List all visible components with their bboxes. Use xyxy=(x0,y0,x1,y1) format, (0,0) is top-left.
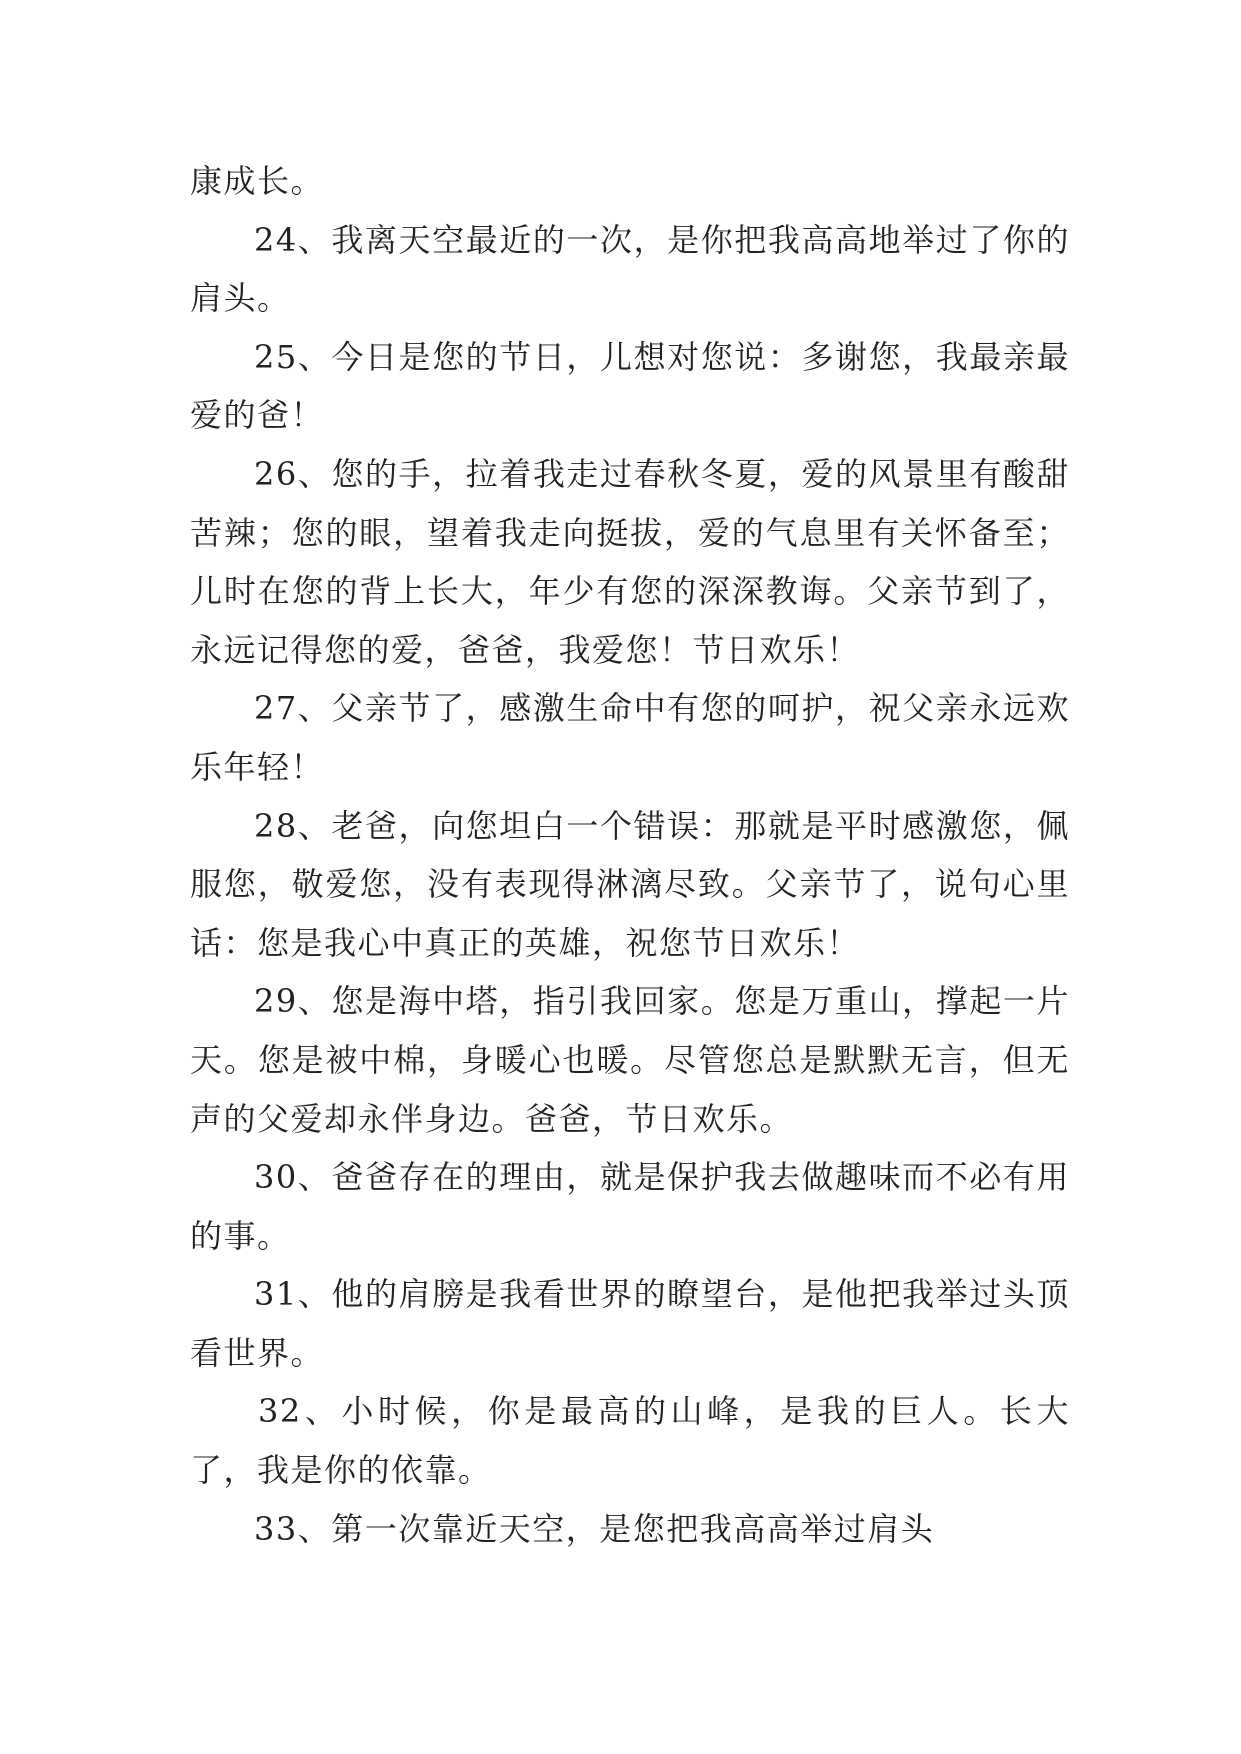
paragraph-24: 24、我离天空最近的一次，是你把我高高地举过了你的肩头。 xyxy=(190,220,1070,318)
paragraph-25: 25、今日是您的节日，儿想对您说：多谢您，我最亲最爱的爸！ xyxy=(190,337,1070,435)
paragraph-23-continuation: 康成长。 xyxy=(190,162,325,200)
paragraph-32: 32、小时候，你是最高的山峰，是我的巨人。长大了，我是你的依靠。 xyxy=(190,1392,1070,1490)
paragraph-31: 31、他的肩膀是我看世界的瞭望台，是他把我举过头顶看世界。 xyxy=(190,1275,1070,1372)
paragraph-30: 30、爸爸存在的理由，就是保护我去做趣味而不必有用的事。 xyxy=(190,1158,1070,1255)
paragraph-33: 33、第一次靠近天空，是您把我高高举过肩头 xyxy=(254,1509,935,1548)
paragraph-29: 29、您是海中塔，指引我回家。您是万重山，撑起一片天。您是被中棉，身暖心也暖。尽管您总是默默无言，但无声的父爱却永伴身边。爸爸，节日欢乐。 xyxy=(190,982,1070,1138)
paragraph-27: 27、父亲节了，感激生命中有您的呵护，祝父亲永远欢乐年轻！ xyxy=(190,689,1070,786)
paragraph-26: 26、您的手，拉着我走过春秋冬夏，爱的风景里有酸甜苦辣；您的眼，望着我走向挺拔，爱的气息里有关怀备至；儿时在您的背上长大，年少有您的深深教诲。父亲节到了，永远记得您的爱，爸爸，我爱您！节日欢乐！ xyxy=(190,454,1070,669)
document-body xyxy=(190,152,1070,1558)
paragraph-28: 28、老爸，向您坦白一个错误：那就是平时感激您，佩服您，敬爱您，没有表现得淋漓尽致。父亲节了，说句心里话：您是我心中真正的英雄，祝您节日欢乐！ xyxy=(190,806,1070,962)
